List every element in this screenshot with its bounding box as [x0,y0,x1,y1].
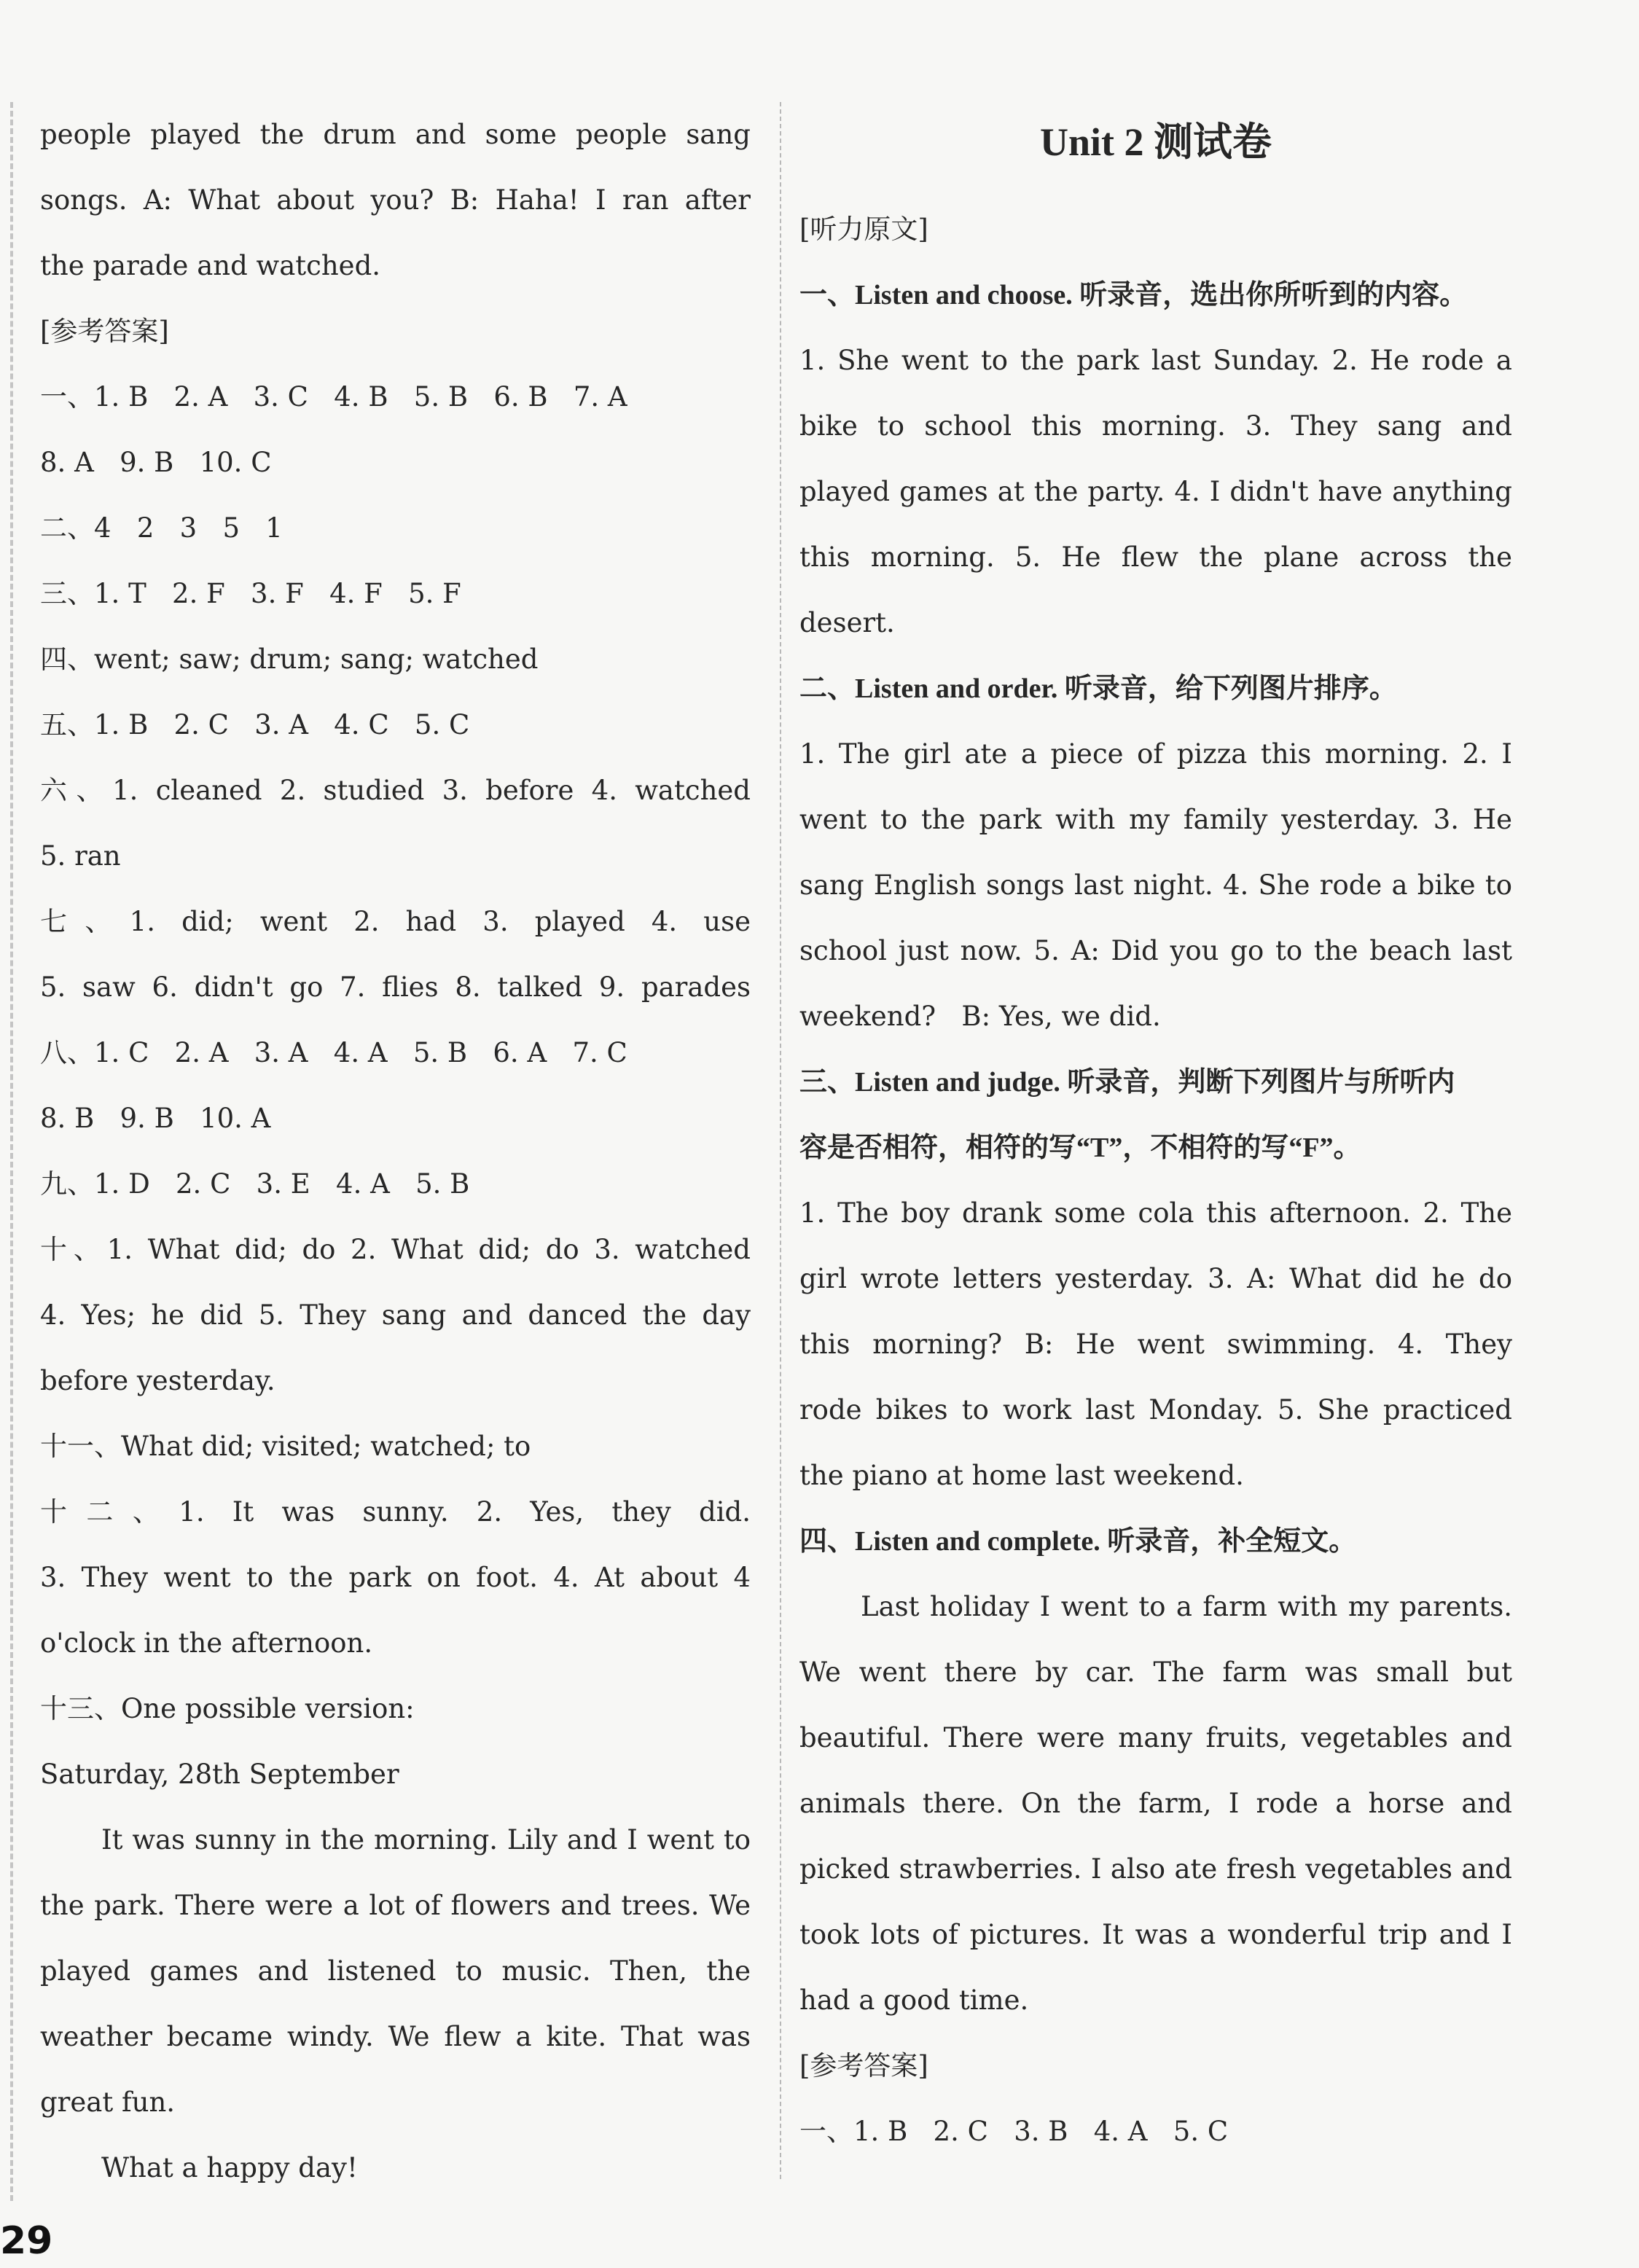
text-line: 四、Listen and complete. 听录音，补全短文。 [799,1526,1357,1557]
text-line: [参考答案] [799,2050,928,2081]
text-line: went to the park with my family yesterday. 3. He [799,804,1512,835]
text-line: 1. She went to the park last Sunday. 2. He rode a [799,345,1512,376]
text-line: 5. saw 6. didn't go 7. flies 8. talked 9. parades [40,971,751,1003]
text-line: 一、1. B 2. C 3. B 4. A 5. C [799,2116,1229,2147]
column-divider [780,102,781,2179]
text-line: What a happy day! [101,2152,358,2183]
text-line: rode bikes to work last Monday. 5. She practiced [799,1394,1512,1426]
text-line: great fun. [40,2087,176,2118]
text-line: girl wrote letters yesterday. 3. A: What did he do [799,1263,1512,1294]
text-line: 5. ran [40,840,121,872]
text-line: 十二、1. It was sunny. 2. Yes, they did. [40,1496,751,1528]
text-line: 三、1. T 2. F 3. F 4. F 5. F [40,578,461,609]
text-line: 十一、What did; visited; watched; to [40,1431,531,1462]
text-line: 六、1. cleaned 2. studied 3. before 4. watched [40,775,751,806]
text-line: 1. The girl ate a piece of pizza this morning. 2. I [799,738,1512,770]
text-line: animals there. On the farm, I rode a horse and [799,1788,1512,1819]
text-line: played games at the party. 4. I didn't have anything [799,476,1512,507]
unit-title: Unit 2 测试卷 [1039,120,1272,164]
text-line: Last holiday I went to a farm with my parents. [861,1591,1512,1622]
text-line: the park. There were a lot of flowers and trees. We [40,1890,751,1921]
text-line: this morning. 5. He flew the plane across the [799,541,1512,573]
text-line: 1. The boy drank some cola this afternoon. 2. The [799,1197,1512,1229]
text-line: played games and listened to music. Then, the [40,1955,751,1987]
text-line: 三、Listen and judge. 听录音，判断下列图片与所听内 [799,1067,1455,1098]
text-line: took lots of pictures. It was a wonderful trip and I [799,1919,1512,1950]
text-line: songs. A: What about you? B: Haha! I ran after [40,184,751,216]
text-line: 一、1. B 2. A 3. C 4. B 5. B 6. B 7. A [40,381,627,412]
text-line: this morning? B: He went swimming. 4. They [799,1329,1512,1360]
text-line: the piano at home last weekend. [799,1460,1244,1491]
text-line: 二、Listen and order. 听录音，给下列图片排序。 [799,673,1397,704]
text-line: 九、1. D 2. C 3. E 4. A 5. B [40,1168,470,1200]
text-line: [听力原文] [799,214,928,245]
text-line: It was sunny in the morning. Lily and I went to [101,1824,751,1856]
text-line: 8. B 9. B 10. A [40,1103,271,1134]
text-line: people played the drum and some people sang [40,119,751,150]
text-line: 八、1. C 2. A 3. A 4. A 5. B 6. A 7. C [40,1037,627,1068]
text-line: 五、1. B 2. C 3. A 4. C 5. C [40,709,470,740]
text-line: 十三、One possible version: [40,1693,415,1724]
text-line: 3. They went to the park on foot. 4. At about 4 [40,1562,751,1593]
text-line: 四、went; saw; drum; sang; watched [40,644,539,675]
left-margin-dashes [10,102,13,2201]
text-line: the parade and watched. [40,250,381,281]
text-line: weather became windy. We flew a kite. That was [40,2021,751,2052]
text-line: o'clock in the afternoon. [40,1627,373,1659]
text-line: 8. A 9. B 10. C [40,447,272,478]
text-line: weekend? B: Yes, we did. [799,1001,1161,1032]
text-line: sang English songs last night. 4. She rode a bike to [799,869,1512,901]
right-column [799,197,1512,2165]
text-line: 一、Listen and choose. 听录音，选出你所听到的内容。 [799,280,1468,310]
text-line: 七、1. did; went 2. had 3. played 4. use [40,906,751,937]
text-line: school just now. 5. A: Did you go to the beach last [799,935,1512,966]
text-line: 容是否相符，相符的写“T”，不相符的写“F”。 [799,1133,1361,1163]
text-line: 十、1. What did; do 2. What did; do 3. watched [40,1234,751,1265]
text-line: desert. [799,607,895,638]
left-column [40,102,751,2201]
text-line: We went there by car. The farm was small but [799,1657,1512,1688]
text-line: before yesterday. [40,1365,275,1396]
text-line: had a good time. [799,1984,1029,2016]
text-line: bike to school this morning. 3. They sang and [799,410,1512,442]
text-line: [参考答案] [40,316,169,347]
text-line: Saturday, 28th September [40,1759,399,1790]
text-line: 二、4 2 3 5 1 [40,512,283,544]
text-line: 4. Yes; he did 5. They sang and danced the day [40,1299,751,1331]
text-line: beautiful. There were many fruits, vegetables and [799,1722,1512,1753]
page-number: 29 [0,2219,53,2263]
text-line: picked strawberries. I also ate fresh vegetables and [799,1853,1512,1885]
